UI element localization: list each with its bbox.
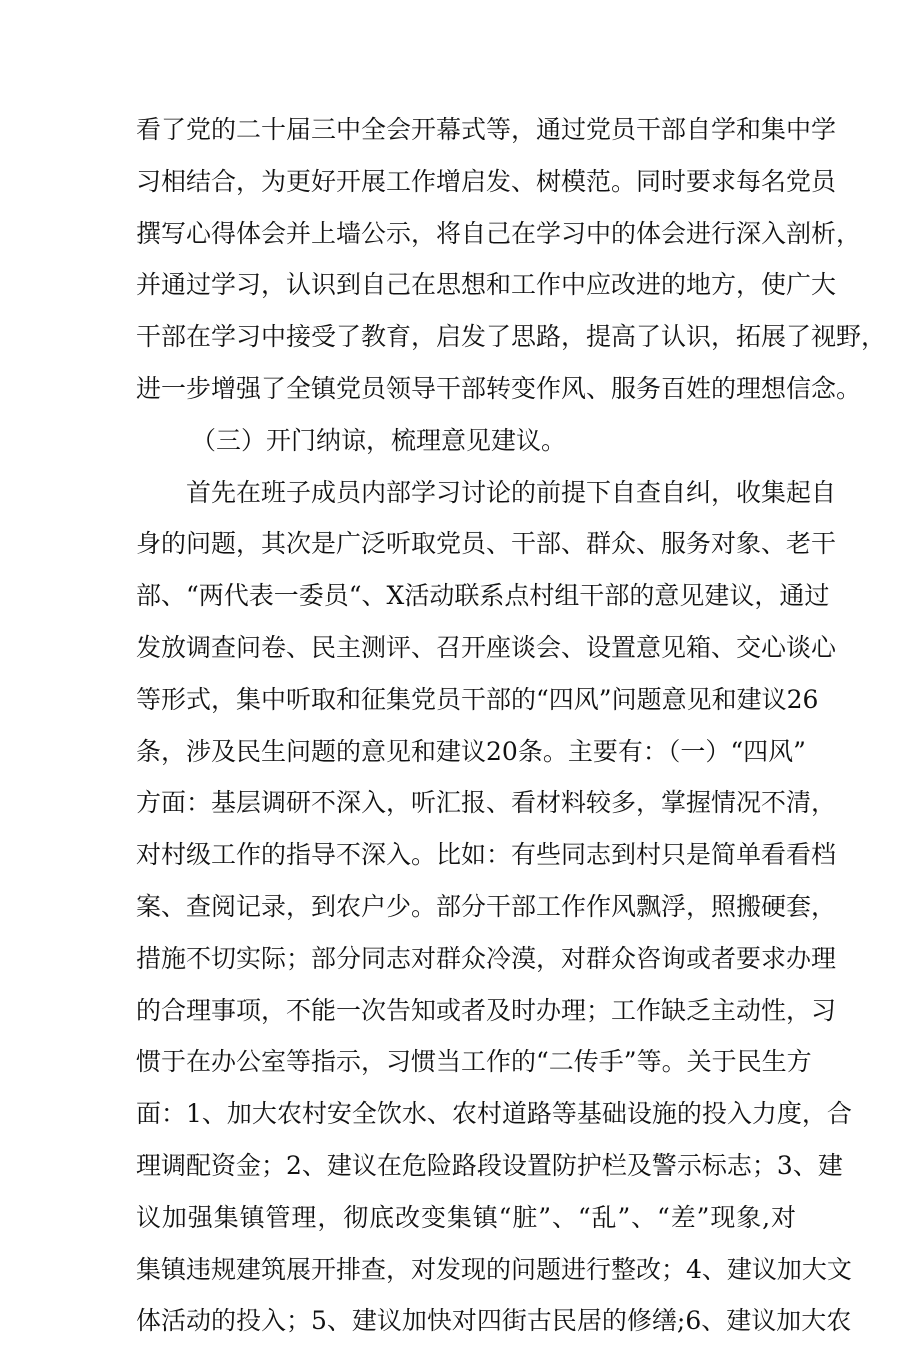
text-line: 对村级工作的指导不深入。比如：有些同志到村只是简单看看档 bbox=[136, 840, 837, 870]
text-line: 并通过学习，认识到自己在思想和工作中应改进的地方，使广大 bbox=[136, 270, 837, 300]
text-line: 方面：基层调研不深入，听汇报、看材料较多，掌握情况不清， bbox=[136, 788, 837, 818]
text-line: 看了党的二十届三中全会开幕式等，通过党员干部自学和集中学 bbox=[136, 115, 837, 144]
text-line: 撰写心得体会并上墙公示，将自己在学习中的体会进行深入剖析， bbox=[136, 218, 862, 248]
text-line: 体活动的投入；5、建议加快对四街古民居的修缮;6、建议加大农 bbox=[136, 1306, 852, 1336]
text-line: 面：1、加大农村安全饮水、农村道路等基础设施的投入力度，合 bbox=[136, 1099, 852, 1129]
text-line: 惯于在办公室等指示，习惯当工作的“二传手”等。关于民生方 bbox=[136, 1047, 812, 1077]
text-line: 的合理事项，不能一次告知或者及时办理；工作缺乏主动性，习 bbox=[136, 995, 837, 1025]
document-body bbox=[136, 104, 887, 1347]
text-line: 案、查阅记录，到农户少。部分干部工作作风飘浮，照搬硬套， bbox=[136, 891, 837, 921]
text-line: 条，涉及民生问题的意见和建议20条。主要有：（一）“四风” bbox=[136, 736, 806, 766]
paragraph-opinions bbox=[136, 467, 852, 1347]
text-line: 集镇违规建筑展开排查，对发现的问题进行整改；4、建议加大文 bbox=[136, 1254, 852, 1284]
text-line: 发放调查问卷、民主测评、召开座谈会、设置意见箱、交心谈心 bbox=[136, 632, 837, 662]
text-line: 身的问题，其次是广泛听取党员、干部、群众、服务对象、老干 bbox=[136, 529, 837, 559]
text-line: 议加强集镇管理，彻底改变集镇“脏”、“乱”、“差”现象,对 bbox=[136, 1202, 796, 1232]
paragraph-study-summary bbox=[136, 104, 887, 415]
text-line: 习相结合，为更好开展工作增启发、树模范。同时要求每名党员 bbox=[136, 166, 837, 196]
text-line: 干部在学习中接受了教育，启发了思路，提高了认识，拓展了视野， bbox=[136, 322, 887, 352]
text-line: 理调配资金；2、建议在危险路段设置防护栏及警示标志；3、建 bbox=[136, 1150, 843, 1180]
text-line: 等形式，集中听取和征集党员干部的“四风”问题意见和建议26 bbox=[136, 684, 819, 714]
text-line: 措施不切实际；部分同志对群众冷漠，对群众咨询或者要求办理 bbox=[136, 943, 837, 973]
text-line: 部、“两代表一委员“、X活动联系点村组干部的意见建议，通过 bbox=[136, 581, 830, 611]
section-heading: （三）开门纳谅，梳理意见建议。 bbox=[191, 425, 567, 455]
text-line: 进一步增强了全镇党员领导干部转变作风、服务百姓的理想信念。 bbox=[136, 373, 862, 403]
text-line: 首先在班子成员内部学习讨论的前提下自查自纠，收集起自 bbox=[186, 477, 837, 507]
